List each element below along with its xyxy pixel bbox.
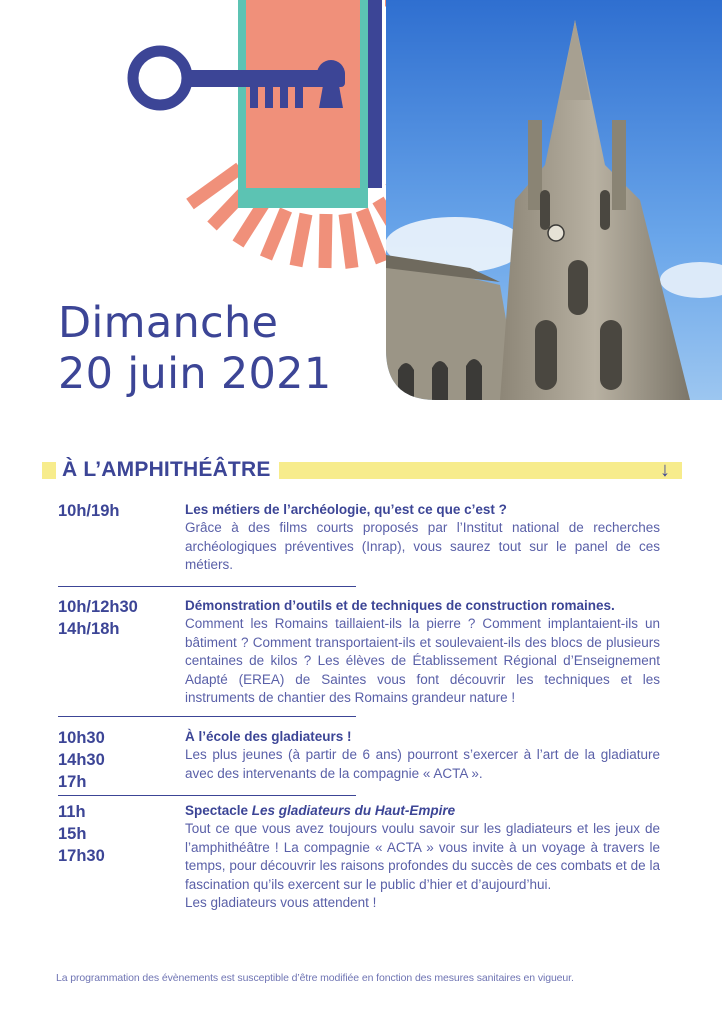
event-description: Comment les Romains taillaient-ils la pierre ? Comment implantaient-ils un bâtiment ? Comment transportaient-ils et soulevaient-ils des blocs de plusieurs centaines de kilos ? Les élèves de Établissement Régional d’Enseignement Adapté (EREA) de Saintes vous font découvrir les techniques et les instruments de chantier des Romains grandeur nature ! [185,616,660,706]
section-title: À L’AMPHITHÉÂTRE [56,457,279,483]
event-title: Démonstration d’outils et de techniques de construction romaines. [185,598,615,613]
event-time: 17h30 [58,847,105,865]
arrow-down-icon: ↓ [660,459,670,481]
event-title: À l’école des gladiateurs ! [185,729,352,744]
event-time: 10h30 [58,729,105,747]
date-weekday: Dimanche [58,298,279,348]
divider [58,716,356,717]
event-title: Les métiers de l’archéologie, qu’est ce que c’est ? [185,502,507,517]
divider [58,586,356,587]
church-photo [385,0,722,400]
event-times [58,801,178,867]
event-times [58,596,178,640]
page-title [58,298,331,400]
event-description-extra: Les gladiateurs vous attendent ! [185,895,377,911]
event-title-italic: Les gladiateurs du Haut-Empire [251,803,456,818]
event-time: 14h/18h [58,620,120,638]
event-times [58,500,178,522]
event-title-prefix: Spectacle [185,803,252,818]
section-header [42,457,682,483]
divider [58,795,356,796]
event-time: 10h/12h30 [58,598,138,616]
event-time: 10h/19h [58,502,120,520]
footer-disclaimer: La programmation des évènements est susceptible d’être modifiée en fonction des mesures sanitaires en vigueur. [56,972,574,984]
event-time: 11h [58,803,86,821]
event-title [185,801,660,820]
event-times [58,727,178,793]
event-description: Tout ce que vous avez toujours voulu savoir sur les gladiateurs et les jeux de l’amphithéâtre ! La compagnie « ACTA » vous invite à un voyage à travers le temps, pour découvrir les raisons profondes du succès de ces combats et de la fascination qu’ils exercent sur le public d’hier et d’aujourd’hui. [185,821,660,892]
event-time: 14h30 [58,751,105,769]
event-time: 15h [58,825,87,843]
event-description: Les plus jeunes (à partir de 6 ans) pourront s’exercer à l’art de la gladiature avec des intervenants de la compagnie « ACTA ». [185,747,660,781]
event-time: 17h [58,773,87,791]
event-description: Grâce à des films courts proposés par l’Institut national de recherches archéologiques préventives (Inrap), vous saurez tout sur le panel de ces métiers. [185,520,660,573]
date-full: 20 juin 2021 [58,349,332,399]
